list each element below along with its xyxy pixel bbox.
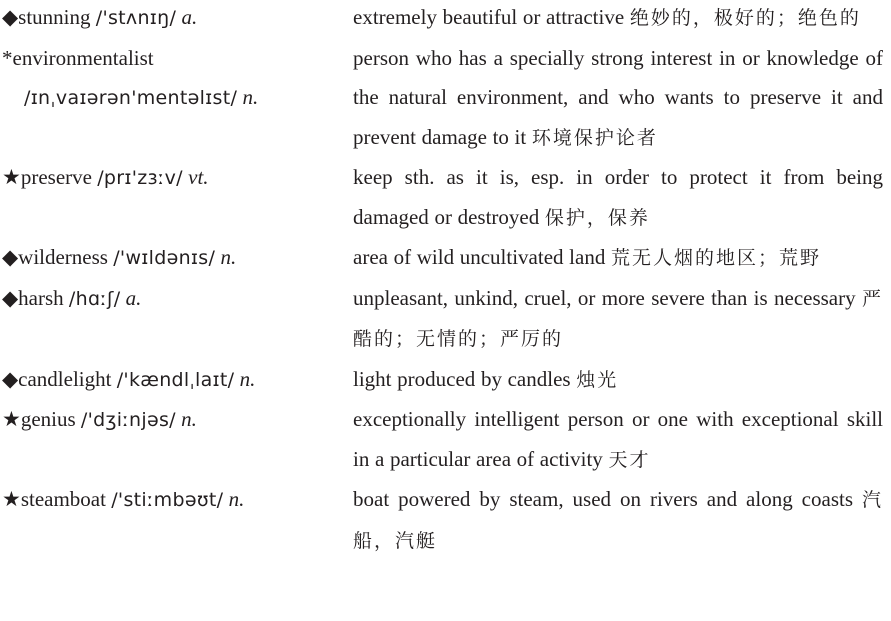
definition-text: extremely beautiful or attractive	[353, 5, 625, 29]
pronunciation: /hɑːʃ/	[68, 287, 121, 310]
chinese-translation: 荒无人烟的地区；荒野	[611, 247, 822, 269]
pronunciation: /'dʒiːnjəs/	[80, 409, 176, 431]
entry-harsh	[0, 279, 891, 360]
definition-text: keep sth. as it is, esp. in order to protect it from being damaged or destroyed	[353, 165, 883, 229]
chinese-translation: 烛光	[576, 368, 619, 391]
definition	[353, 360, 883, 401]
chinese-translation: 天才	[608, 448, 651, 471]
chinese-translation: 保护，保养	[544, 206, 650, 229]
definition	[353, 279, 883, 360]
definition-text: area of wild uncultivated land	[353, 245, 606, 269]
definition	[353, 0, 883, 39]
definition	[353, 480, 883, 561]
entry-candlelight	[0, 360, 891, 401]
diamond-marker-icon: ◆	[2, 366, 19, 391]
word: genius	[20, 407, 76, 431]
word: harsh	[18, 285, 64, 310]
part-of-speech: n.	[239, 366, 256, 391]
star-marker-icon: ★	[2, 407, 21, 431]
chinese-translation: 环境保护论者	[531, 126, 658, 149]
word: environmentalist	[12, 45, 154, 70]
chinese-translation: 严酷的；无情的；严厉的	[353, 287, 883, 350]
headword	[2, 0, 342, 38]
definition-text: light produced by candles	[353, 366, 571, 391]
diamond-marker-icon: ◆	[2, 5, 19, 29]
entry-steamboat	[0, 480, 891, 561]
word: steamboat	[20, 487, 106, 511]
pronunciation: /'kændlˌlaɪt/	[116, 368, 235, 391]
pronunciation: /'stʌnɪŋ/	[95, 7, 177, 29]
diamond-marker-icon: ◆	[2, 285, 19, 310]
definition	[353, 39, 883, 159]
headword	[2, 279, 342, 319]
part-of-speech: n.	[220, 245, 237, 269]
word: stunning	[18, 5, 91, 29]
part-of-speech: a.	[125, 285, 142, 310]
headword	[2, 238, 342, 278]
star-marker-icon: ★	[2, 487, 21, 511]
entry-stunning	[0, 0, 891, 39]
word: candlelight	[18, 366, 112, 391]
pronunciation: /prɪ'zɜːv/	[97, 167, 183, 189]
headword	[2, 158, 342, 198]
part-of-speech: n.	[228, 487, 245, 511]
definition	[353, 400, 883, 480]
pronunciation: /'stiːmbəʊt/	[111, 489, 224, 511]
headword	[2, 39, 342, 118]
pronunciation: /'wɪldənɪs/	[113, 247, 216, 269]
chinese-translation: 绝妙的，极好的；绝色的	[629, 7, 861, 29]
part-of-speech: a.	[181, 5, 198, 29]
entry-environmentalist	[0, 39, 891, 159]
diamond-marker-icon: ◆	[2, 245, 19, 269]
asterisk-marker-icon: *	[2, 45, 13, 70]
chinese-translation: 汽船，汽艇	[353, 489, 883, 552]
word: preserve	[20, 165, 92, 189]
entry-preserve	[0, 158, 891, 238]
definition-text: boat powered by steam, used on rivers and along coasts	[353, 487, 853, 511]
part-of-speech: vt.	[188, 165, 209, 189]
definition-text: unpleasant, unkind, cruel, or more severe than is necessary	[353, 285, 856, 310]
part-of-speech: n.	[181, 407, 197, 431]
definition	[353, 238, 883, 279]
word: wilderness	[18, 245, 108, 269]
part-of-speech: n.	[242, 84, 259, 109]
definition-text: person who has a specially strong interest in or knowledge of the natural environment, and who wants to preserve it and prevent damage to it	[353, 45, 883, 149]
entry-wilderness	[0, 238, 891, 279]
headword	[2, 480, 342, 520]
definition-text: exceptionally intelligent person or one with exceptional skill in a particular area of activity	[353, 407, 883, 471]
definition	[353, 158, 883, 238]
pronunciation: /ɪnˌvaɪərən'mentəlɪst/	[24, 86, 238, 109]
headword	[2, 400, 342, 440]
headword	[2, 360, 342, 400]
entry-genius	[0, 400, 891, 480]
star-marker-icon: ★	[2, 165, 21, 189]
